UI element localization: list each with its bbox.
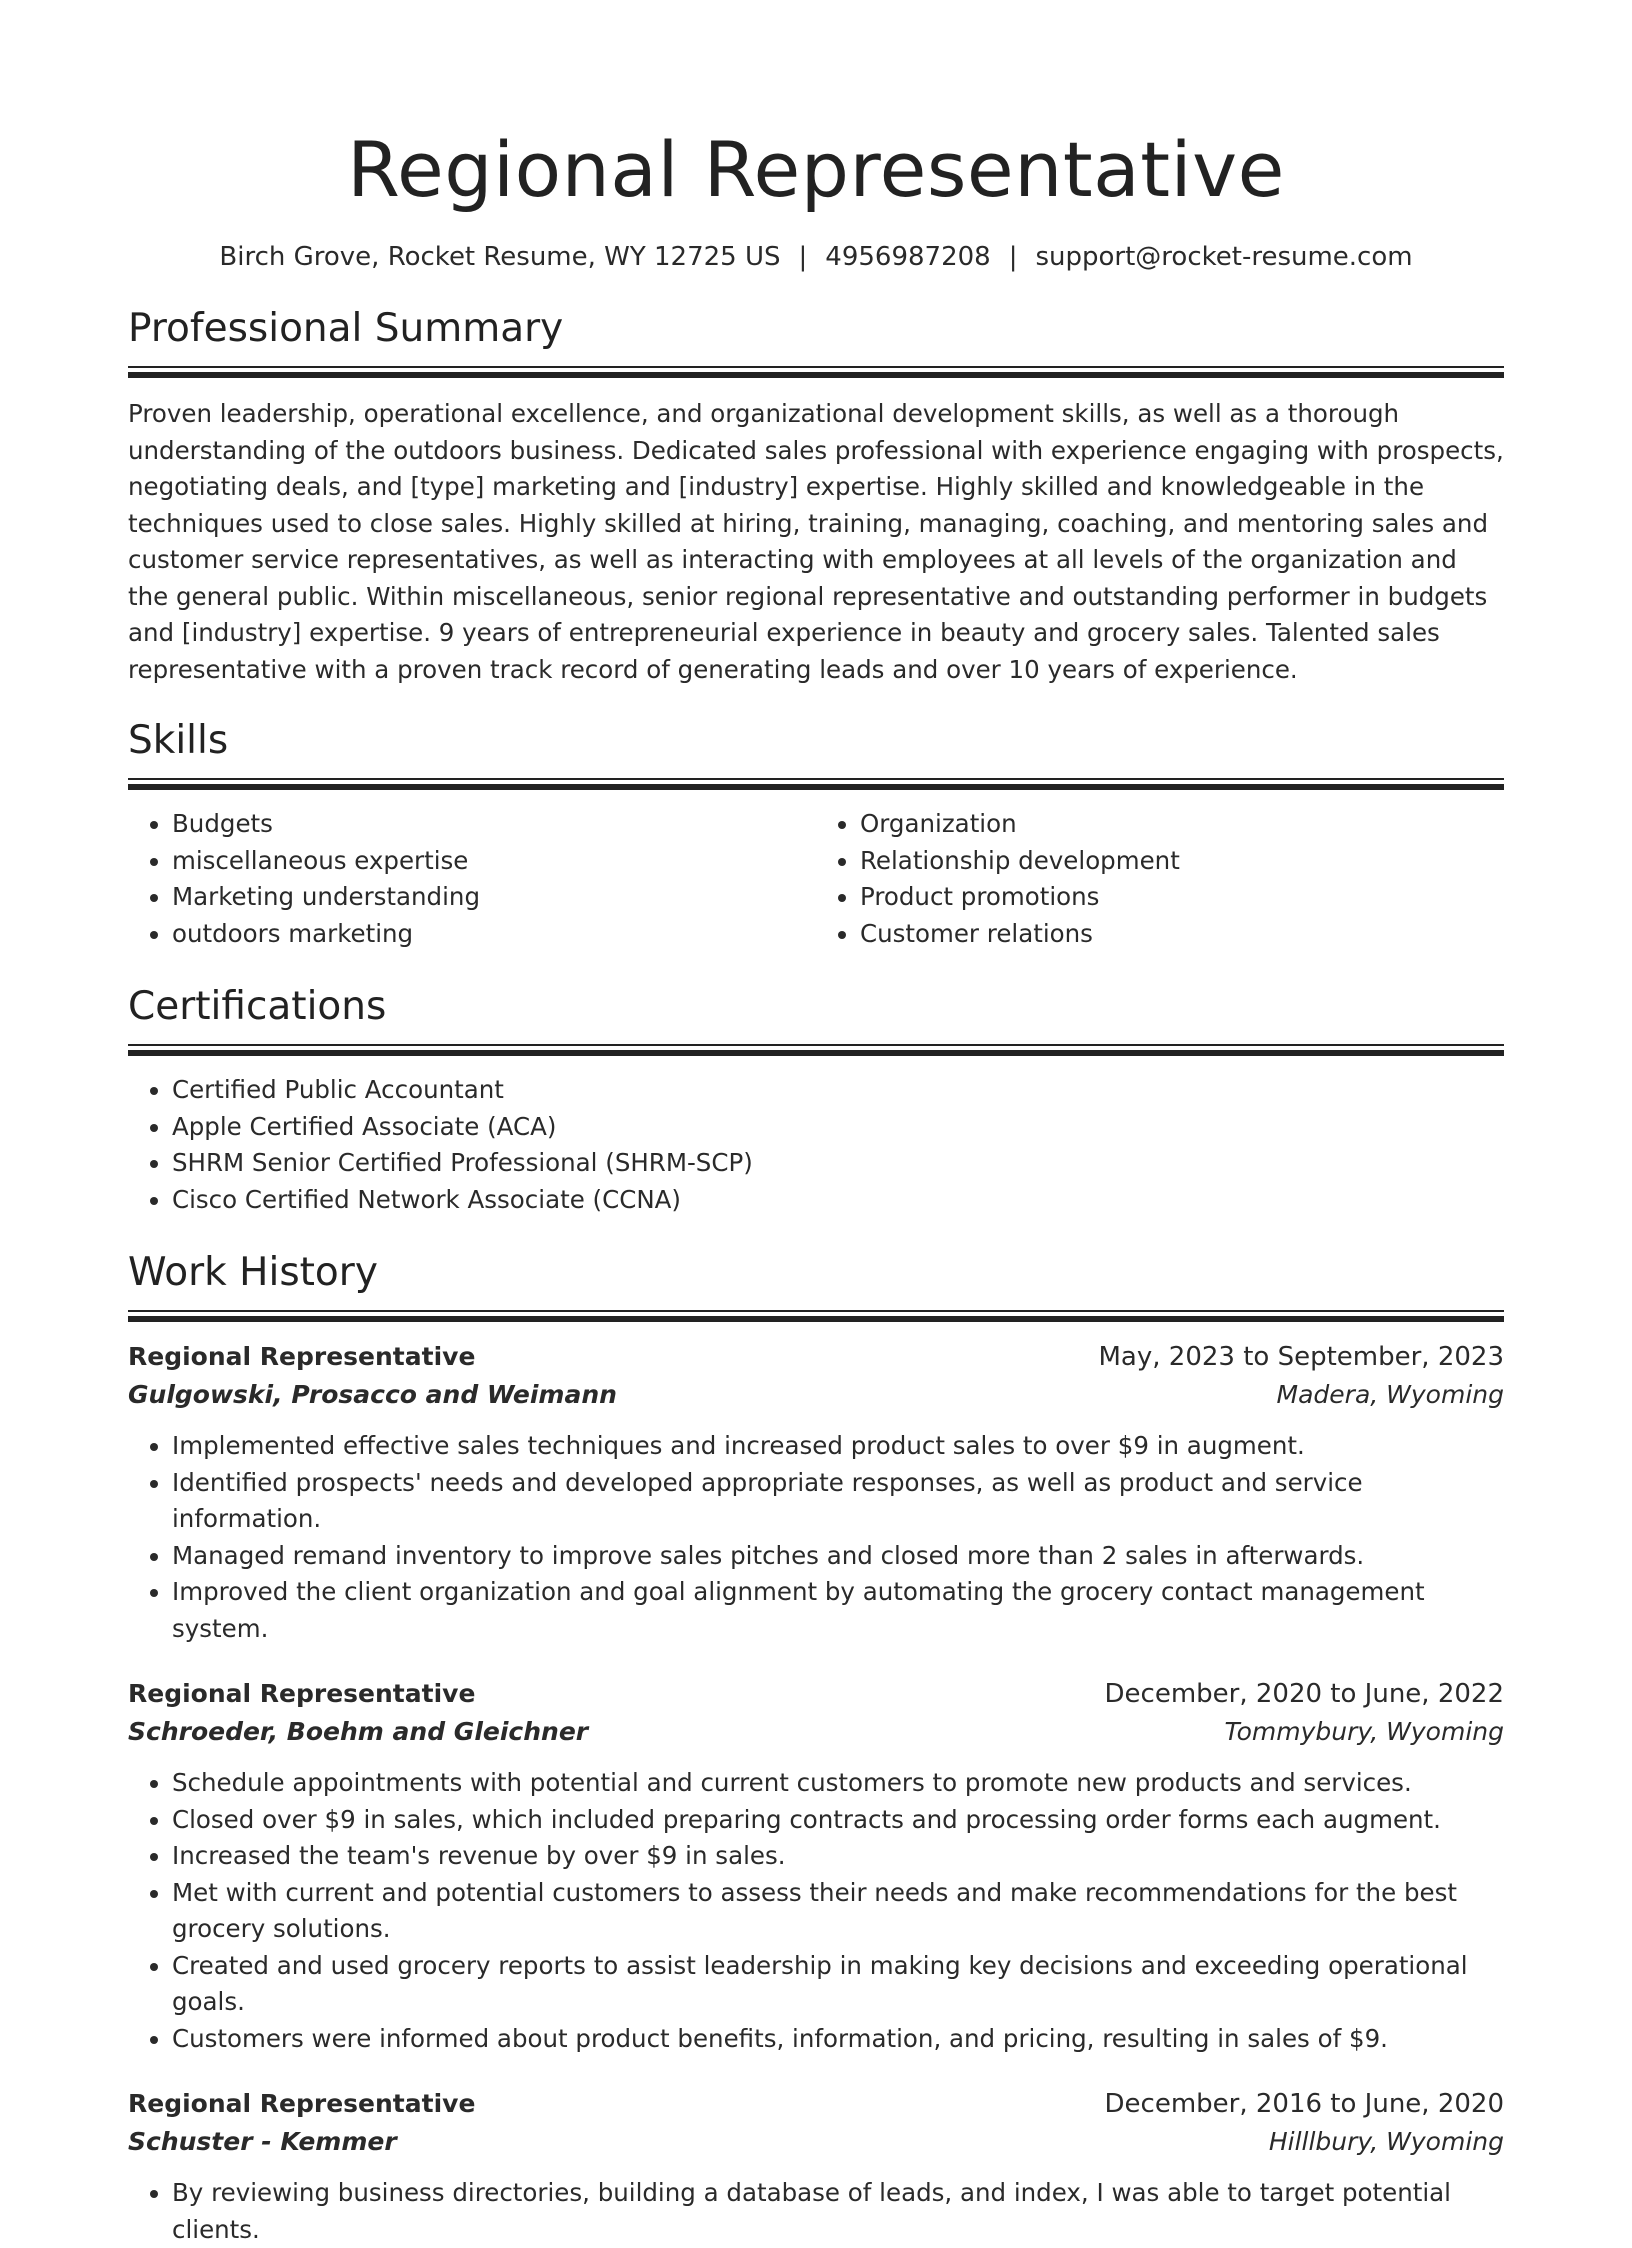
job-bullet: • Managed remand inventory to improve sales pitches and closed more than 2 sales in afterwards. (172, 1538, 1504, 1575)
skill-item: • Marketing understanding (172, 879, 816, 916)
job-entry (128, 1675, 1504, 2057)
job-bullet: • Customers were informed about product benefits, information, and pricing, resulting in sales of $9. (172, 2021, 1504, 2058)
certification-item: • SHRM Senior Certified Professional (SHRM-SCP) (172, 1145, 1504, 1182)
contact-phone: 4956987208 (825, 242, 991, 272)
skills-section (128, 716, 1504, 952)
section-title-skills: Skills (128, 718, 229, 763)
job-bullet: • Identified prospects' needs and developed appropriate responses, as well as product and service information. (172, 1465, 1504, 1538)
skill-item: • outdoors marketing (172, 916, 816, 953)
certifications-section (128, 982, 1504, 1218)
skill-item: • Product promotions (860, 879, 1504, 916)
summary-text: Proven leadership, operational excellence, and organizational development skills, as well as a thorough understanding of the outdoors business. Dedicated sales professional with experience engaging with prospects, negotiating deals, and [type] marketing and [industry] expertise. Highly skilled and knowledgeable in the techniques used to close sales. Highly skilled at hiring, training, managing, coaching, and mentoring sales and customer service representatives, as well as interacting with employees at all levels of the organization and the general public. Within miscellaneous, senior regional representative and outstanding performer in budgets and [industry] expertise. 9 years of entrepreneurial experience in beauty and grocery sales. Talented sales representative with a proven track record of generating leads and over 10 years of experience. (128, 399, 1504, 684)
contact-address: Birch Grove, Rocket Resume, WY 12725 US (219, 242, 781, 272)
skill-item: • Customer relations (860, 916, 1504, 953)
section-title-summary: Professional Summary (128, 306, 564, 351)
contact-line (128, 240, 1504, 274)
certification-item: • Cisco Certified Network Associate (CCNA) (172, 1182, 1504, 1219)
skill-item: • Budgets (172, 806, 816, 843)
section-divider (128, 1044, 1504, 1056)
job-dates: May, 2023 to September, 2023 (1098, 1342, 1504, 1372)
work-history-section (128, 1248, 1504, 2248)
job-bullets (128, 1428, 1504, 1647)
skills-list-right (816, 806, 1504, 952)
contact-separator: | (798, 242, 808, 272)
job-bullet: • Created and used grocery reports to assist leadership in making key decisions and exceeding operational goals. (172, 1948, 1504, 2021)
job-header (128, 1338, 1504, 1376)
job-location: Hilllbury, Wyoming (1268, 2127, 1504, 2156)
job-bullet: • Schedule appointments with potential and current customers to promote new products and services. (172, 1765, 1504, 1802)
job-subheader (128, 1713, 1504, 1751)
job-bullet: • Improved the client organization and goal alignment by automating the grocery contact management system. (172, 1574, 1504, 1647)
job-header (128, 2085, 1504, 2123)
resume-page (128, 0, 1504, 2248)
job-location: Tommybury, Wyoming (1224, 1717, 1504, 1746)
job-bullet: • Met with current and potential customers to assess their needs and make recommendations for the best grocery solutions. (172, 1875, 1504, 1948)
summary-section (128, 304, 1504, 688)
job-title: Regional Representative (128, 2089, 476, 2118)
contact-email: support@rocket-resume.com (1035, 242, 1413, 272)
job-bullet: • Implemented effective sales techniques and increased product sales to over $9 in augment. (172, 1428, 1504, 1465)
skill-item: • Organization (860, 806, 1504, 843)
job-title: Regional Representative (128, 1679, 476, 1708)
job-bullets (128, 1765, 1504, 2057)
skill-item: • Relationship development (860, 843, 1504, 880)
skills-list-left (128, 806, 816, 952)
certifications-list (128, 1072, 1504, 1218)
section-divider (128, 1310, 1504, 1322)
job-bullets (128, 2175, 1504, 2248)
resume-name: Regional Representative (347, 125, 1285, 214)
job-company: Schroeder, Boehm and Gleichner (128, 1717, 589, 1746)
job-dates: December, 2016 to June, 2020 (1104, 2089, 1504, 2119)
section-title-certifications: Certifications (128, 984, 387, 1029)
job-entry (128, 2085, 1504, 2248)
section-divider (128, 778, 1504, 790)
skills-columns (128, 806, 1504, 952)
section-title-work-history: Work History (128, 1250, 378, 1295)
job-entry (128, 1338, 1504, 1647)
job-dates: December, 2020 to June, 2022 (1104, 1679, 1504, 1709)
job-subheader (128, 1376, 1504, 1414)
job-subheader (128, 2123, 1504, 2161)
job-bullet: • Increased the team's revenue by over $9 in sales. (172, 1838, 1504, 1875)
certification-item: • Certified Public Accountant (172, 1072, 1504, 1109)
job-company: Schuster - Kemmer (128, 2127, 397, 2156)
skill-item: • miscellaneous expertise (172, 843, 816, 880)
job-bullet: • By reviewing business directories, building a database of leads, and index, I was able to target potential clients. (172, 2175, 1504, 2248)
job-company: Gulgowski, Prosacco and Weimann (128, 1380, 617, 1409)
certification-item: • Apple Certified Associate (ACA) (172, 1109, 1504, 1146)
contact-separator: | (1008, 242, 1018, 272)
job-title: Regional Representative (128, 1342, 476, 1371)
job-bullet: • Closed over $9 in sales, which included preparing contracts and processing order forms each augment. (172, 1802, 1504, 1839)
job-location: Madera, Wyoming (1276, 1380, 1504, 1409)
job-header (128, 1675, 1504, 1713)
section-divider (128, 366, 1504, 378)
